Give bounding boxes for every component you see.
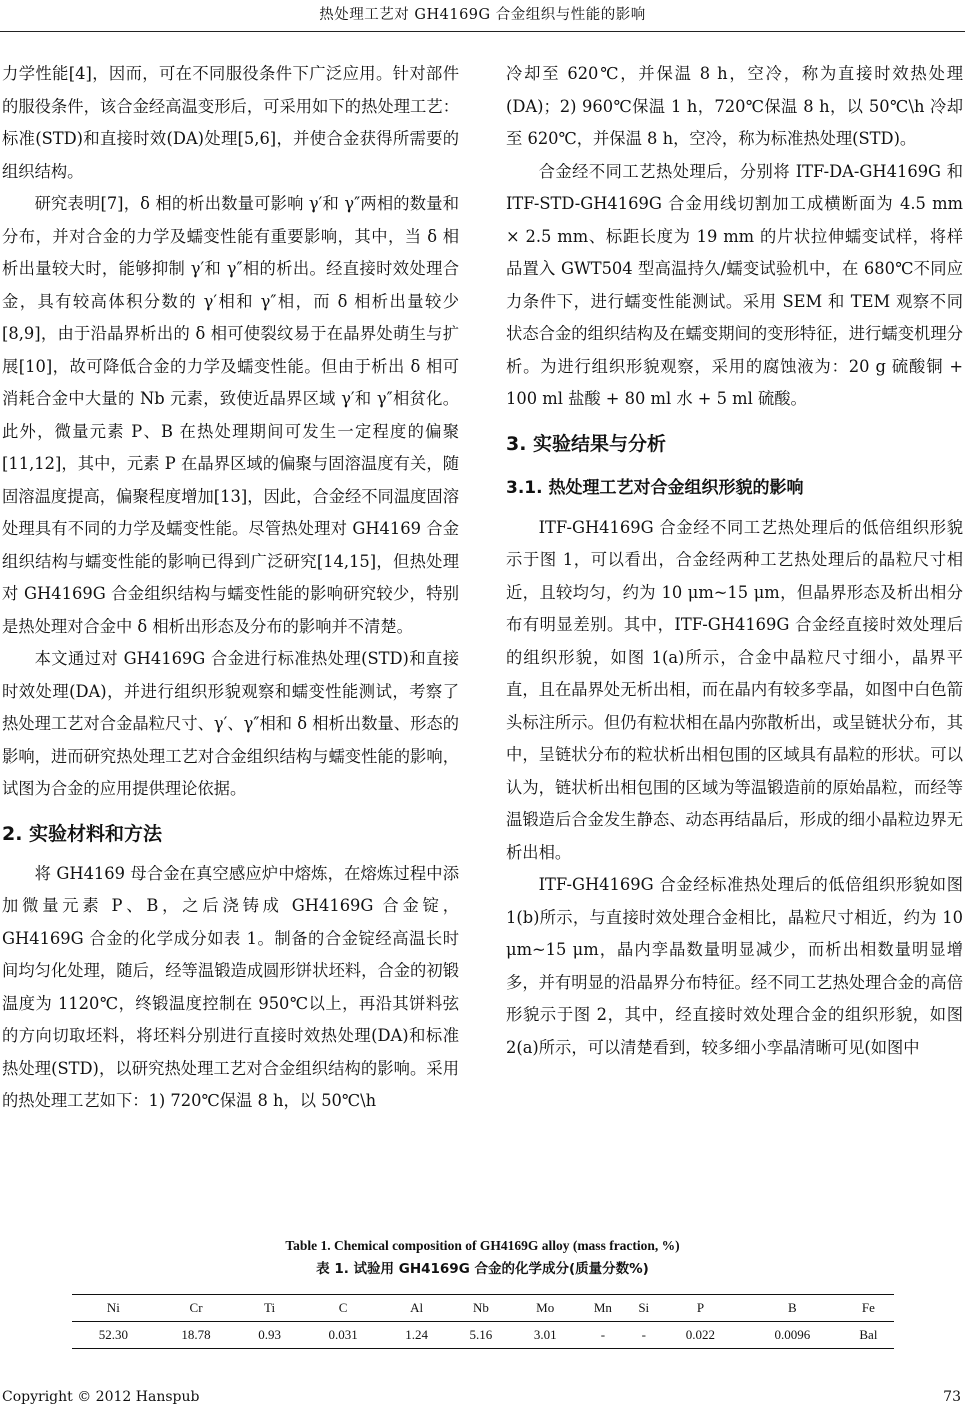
- body-paragraph: 将 GH4169 母合金在真空感应炉中熔炼，在熔炼过程中添加微量元素 P、B，之后浇铸成 GH4169G 合金锭，GH4169G 合金的化学成分如表 1。制备的合金锭经高温长时间均匀化处理，随后，经等温锻造成圆形饼状坯料，合金的初锻温度为 1120℃，终锻温度控制在 950℃以上，再沿其饼料弦的方向切取坯料，将坯料分别进行直接时效热处理(DA)和标准热处理(STD)，以研究热处理工艺对合金组织结构的影响。采用的热处理工艺如下：1) 720℃保温 8 h，以 50℃\h: [2, 863, 459, 1110]
- table-header-cell: P: [696, 1300, 705, 1315]
- body-paragraph: 研究表明[7]，δ 相的析出数量可影响 γ′和 γ″两相的数量和分布，并对合金的力学及蠕变性能有重要影响，其中，当 δ 相析出量较大时，能够抑制 γ′和 γ″相的析出。经直接时效处理合金，具有较高体积分数的 γ′相和 γ″相，而 δ 相析出量较少[8,9]，由于沿晶界析出的 δ 相可使裂纹易于在晶界处萌生与扩展[10]，故可降低合金的力学及蠕变性能。但由于析出 δ 相可消耗合金中大量的 Nb 元素，致使近晶界区域 γ′和 γ″相贫化。此外，微量元素 P、B 在热处理期间可发生一定程度的偏聚[11,12]，其中，元素 P 在晶界区域的偏聚与固溶温度有关，随固溶温度提高，偏聚程度增加[13]，因此，合金经不同温度固溶处理具有不同的力学及蠕变性能。尽管热处理对 GH4169 合金组织结构与蠕变性能的影响已得到广泛研究[14,15]，但热处理对 GH4169G 合金组织结构与蠕变性能的影响研究较少，特别是热处理对合金中 δ 相析出形态及分布的影响并不清楚。: [2, 194, 459, 636]
- table-cell: 5.16: [469, 1327, 493, 1342]
- page-number: 73: [943, 1389, 961, 1405]
- table-header-cell: Mn: [593, 1300, 612, 1315]
- table-cell: -: [641, 1327, 646, 1342]
- table-header-cell: C: [338, 1300, 348, 1315]
- copyright-notice: Copyright © 2012 Hanspub: [2, 1389, 200, 1405]
- table-header-cell: Mo: [536, 1300, 555, 1315]
- table-cell: Bal: [859, 1327, 878, 1342]
- table-cell: 3.01: [533, 1327, 557, 1342]
- body-paragraph: 力学性能[4]，因而，可在不同服役条件下广泛应用。针对部件的服役条件，该合金经高温变形后，可采用如下的热处理工艺：标准(STD)和直接时效(DA)处理[5,6]，并使合金获得所需要的组织结构。: [2, 64, 459, 181]
- table-header-cell: Ni: [106, 1300, 120, 1315]
- body-paragraph: 合金经不同工艺热处理后，分别将 ITF-DA-GH4169G 和 ITF-STD-GH4169G 合金用线切割加工成横断面为 4.5 mm × 2.5 mm、标距长度为 19 mm 的片状拉伸蠕变试样，将样品置入 GWT504 型高温持久/蠕变试验机中，在 680℃不同应力条件下，进行蠕变性能测试。采用 SEM 和 TEM 观察不同状态合金的组织结构及在蠕变期间的变形特征，进行蠕变机理分析。为进行组织形貌观察，采用的腐蚀液为：20 g 硫酸铜 + 100 ml 盐酸 + 80 ml 水 + 5 ml 硫酸。: [506, 161, 963, 408]
- table-cell: 52.30: [98, 1327, 128, 1342]
- table-cell: 0.0096: [774, 1327, 811, 1342]
- table-cell: 1.24: [405, 1327, 428, 1342]
- table-header-cell: Nb: [472, 1300, 489, 1315]
- left-column: [2, 58, 459, 1118]
- composition-table: [72, 1294, 894, 1349]
- body-paragraph: ITF-GH4169G 合金经标准热处理后的低倍组织形貌如图 1(b)所示，与直接时效处理合金相比，晶粒尺寸相近，约为 10 μm~15 μm，晶内孪晶数量明显减少，而析出相数量明显增多，并有明显的沿晶界分布特征。经不同工艺热处理合金的高倍形貌示于图 2，其中，经直接时效处理合金的组织形貌，如图 2(a)所示，可以清楚看到，较多细小孪晶清晰可见(如图中: [506, 875, 963, 1057]
- header-divider: [0, 31, 965, 32]
- table-cell: 0.022: [685, 1327, 716, 1342]
- table-header-cell: Si: [638, 1300, 650, 1315]
- right-column: [506, 58, 963, 1064]
- table-cell: 18.78: [181, 1327, 211, 1342]
- table-header-cell: Cr: [189, 1300, 203, 1315]
- table-cell: 0.93: [258, 1327, 281, 1342]
- table-header-cell: B: [787, 1300, 797, 1315]
- section-heading-3: 3. 实验结果与分析: [506, 432, 667, 455]
- table-caption-zh: 表 1. 试验用 GH4169G 合金的化学成分(质量分数%): [316, 1261, 649, 1277]
- table-cell: -: [600, 1327, 606, 1342]
- table-caption-en: Table 1. Chemical composition of GH4169G alloy (mass fraction, %): [285, 1238, 680, 1253]
- body-paragraph: 本文通过对 GH4169G 合金进行标准热处理(STD)和直接时效处理(DA)，并进行组织形貌观察和蠕变性能测试，考察了热处理工艺对合金晶粒尺寸、γ′、γ″相和 δ 相析出数量、形态的影响，进而研究热处理工艺对合金组织结构与蠕变性能的影响，试图为合金的应用提供理论依据。: [2, 649, 459, 798]
- table-header-cell: Fe: [861, 1300, 875, 1315]
- table-cell: 0.031: [328, 1327, 358, 1342]
- table-header-cell: Ti: [264, 1300, 276, 1315]
- subsection-heading-3-1: 3.1. 热处理工艺对合金组织形貌的影响: [506, 477, 804, 498]
- table-header-cell: Al: [410, 1300, 424, 1315]
- body-paragraph: ITF-GH4169G 合金经不同工艺热处理后的低倍组织形貌示于图 1，可以看出，合金经两种工艺热处理后的晶粒尺寸相近，且较均匀，约为 10 μm~15 μm，但晶界形态及析出相分布有明显差别。其中，ITF-GH4169G 合金经直接时效处理后的组织形貌，如图 1(a)所示，合金中晶粒尺寸细小，晶界平直，且在晶界处无析出相，而在晶内有较多孪晶，如图中白色箭头标注所示。但仍有粒状相在晶内弥散析出，或呈链状分布，其中，呈链状分布的粒状析出相包围的区域具有晶粒的形状。可以认为，链状析出相包围的区域为等温锻造前的原始晶粒，而经等温锻造后合金发生静态、动态再结晶后，形成的细小晶粒边界无析出相。: [506, 517, 963, 862]
- section-heading-2: 2. 实验材料和方法: [2, 822, 163, 845]
- running-header: 热处理工艺对 GH4169G 合金组织与性能的影响: [319, 7, 646, 23]
- table-header-row: [72, 1295, 894, 1322]
- body-paragraph: 冷却至 620℃，并保温 8 h，空冷，称为直接时效热处理(DA)；2) 960℃保温 1 h，720℃保温 8 h，以 50℃\h 冷却至 620℃，并保温 8 h，空冷，称为标准热处理(STD)。: [506, 64, 963, 148]
- table-row: [72, 1322, 894, 1349]
